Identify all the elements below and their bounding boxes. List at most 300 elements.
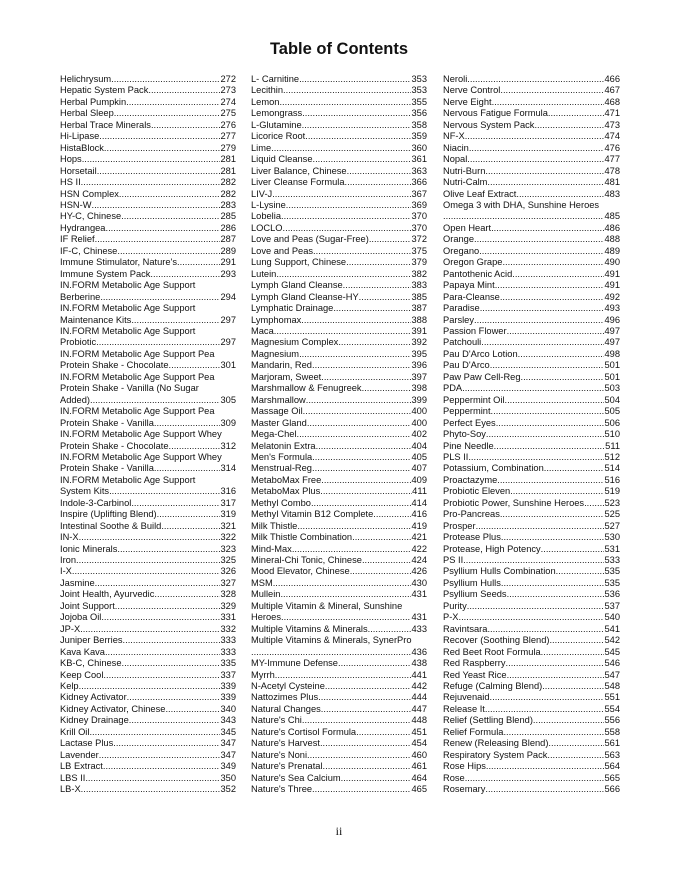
toc-entry-page: 305 [220,394,236,405]
toc-entry[interactable] [443,85,620,96]
toc-entry[interactable] [60,681,236,692]
toc-entry[interactable] [251,418,427,429]
dot-leader [283,223,412,234]
toc-entry[interactable] [60,761,236,772]
toc-entry[interactable] [443,303,620,314]
toc-entry-title: Liver Cleanse Formula [251,177,345,188]
toc-entry[interactable] [60,452,236,475]
toc-entry[interactable] [251,509,427,520]
toc-entry[interactable] [251,234,427,245]
toc-entry-title: Pine Needle [443,440,494,451]
toc-entry[interactable] [251,349,427,360]
toc-entry[interactable] [443,177,620,188]
toc-entry-title: PDA [443,383,463,394]
toc-entry[interactable] [251,143,427,154]
toc-entry[interactable] [251,269,427,280]
toc-entry[interactable] [60,74,236,85]
toc-entry[interactable] [443,670,620,681]
toc-entry[interactable] [60,601,236,612]
toc-entry[interactable] [443,257,620,268]
toc-entry[interactable] [443,189,620,200]
toc-entry[interactable] [443,154,620,165]
dot-leader [114,108,221,119]
toc-entry-page: 400 [411,406,427,417]
dot-leader [542,681,604,692]
toc-entry[interactable] [443,658,620,669]
toc-entry-page: 465 [411,784,427,795]
toc-entry-page: 493 [604,303,620,314]
toc-entry-page: 274 [220,96,236,107]
toc-entry-title: Marshmallow [251,394,306,405]
dot-leader [502,257,604,268]
toc-entry[interactable] [251,372,427,383]
toc-entry[interactable] [60,715,236,726]
toc-entry[interactable] [60,257,236,268]
toc-entry[interactable] [251,189,427,200]
toc-entry[interactable] [443,750,620,761]
toc-entry-page: 547 [604,669,620,680]
toc-entry[interactable] [443,360,620,371]
toc-entry[interactable] [251,131,427,142]
dot-leader [302,715,412,726]
dot-leader [487,177,604,188]
dot-leader [341,773,412,784]
dot-leader [491,406,605,417]
toc-entry[interactable] [251,532,427,543]
toc-entry-title: Nervous System Pack [443,119,535,130]
toc-entry[interactable] [443,727,620,738]
toc-entry[interactable] [60,509,236,520]
toc-entry[interactable] [60,521,236,532]
toc-entry[interactable] [60,624,236,635]
toc-entry-title: Proactazyme [443,474,498,485]
toc-entry[interactable] [60,211,236,222]
toc-entry[interactable] [60,406,236,429]
toc-entry[interactable] [443,143,620,154]
toc-entry[interactable] [60,154,236,165]
toc-entry[interactable] [443,223,620,234]
dot-leader [279,97,411,108]
toc-entry-title-line: IN.FORM Metabolic Age Support [60,325,196,336]
toc-entry[interactable] [251,589,427,600]
toc-entry[interactable] [60,223,236,234]
toc-entry[interactable] [251,246,427,257]
toc-entry[interactable] [443,521,620,532]
toc-entry[interactable] [60,670,236,681]
toc-entry[interactable] [60,532,236,543]
toc-entry[interactable] [251,601,427,624]
dot-leader [297,521,411,532]
toc-entry[interactable] [60,349,236,372]
toc-entry[interactable] [443,486,620,497]
toc-entry[interactable] [251,303,427,314]
toc-entry[interactable] [251,326,427,337]
toc-entry-title: Protein Shake - Vanilla [60,463,154,474]
toc-entry[interactable] [443,418,620,429]
page-number: ii [335,824,343,838]
toc-entry[interactable] [251,280,427,291]
toc-entry[interactable] [60,166,236,177]
toc-entry[interactable] [443,108,620,119]
toc-entry-title: LB-X [60,784,81,795]
toc-entry[interactable] [60,120,236,131]
toc-entry-title: Red Beet Root Formula [443,646,541,657]
toc-entry[interactable] [443,337,620,348]
toc-entry[interactable] [443,246,620,257]
toc-entry-title: Methyl Vitamin B12 Complete [251,509,374,520]
toc-entry-page: 492 [604,291,620,302]
toc-entry-page: 523 [604,497,620,508]
toc-entry-page: 312 [220,440,236,451]
toc-entry[interactable] [60,326,236,349]
toc-entry[interactable] [443,624,620,635]
toc-entry[interactable] [443,395,620,406]
toc-entry-title: Lavender [60,749,99,760]
dot-leader [111,74,220,85]
toc-entry[interactable] [443,383,620,394]
toc-entry[interactable] [251,395,427,406]
toc-entry[interactable] [443,601,620,612]
toc-entry-page: 421 [411,532,427,543]
toc-entry[interactable] [443,761,620,772]
toc-entry[interactable] [251,154,427,165]
toc-entry[interactable] [251,74,427,85]
toc-entry-page: 409 [411,474,427,485]
toc-entry[interactable] [251,452,427,463]
toc-entry-page: 370 [411,222,427,233]
toc-entry[interactable] [443,406,620,417]
toc-entry[interactable] [251,498,427,509]
dot-leader [476,521,605,532]
toc-entry[interactable] [60,85,236,96]
toc-entry[interactable] [60,738,236,749]
toc-entry[interactable] [251,166,427,177]
toc-entry-page: 391 [411,325,427,336]
toc-entry[interactable] [60,589,236,600]
toc-entry-page: 442 [411,681,427,692]
toc-entry[interactable] [251,784,427,795]
toc-entry[interactable] [443,555,620,566]
toc-entry[interactable] [443,200,620,223]
toc-entry[interactable] [60,773,236,784]
toc-entry[interactable] [251,475,427,486]
dot-leader [76,555,220,566]
toc-entry[interactable] [60,578,236,589]
toc-entry[interactable] [251,177,427,188]
toc-entry[interactable] [251,85,427,96]
toc-entry[interactable] [443,532,620,543]
toc-entry[interactable] [60,372,236,406]
dot-leader [121,211,220,222]
dot-leader [306,395,412,406]
toc-entry[interactable] [60,544,236,555]
dot-leader [151,120,221,131]
dot-leader [157,509,221,520]
dot-leader [281,211,412,222]
toc-entry[interactable] [60,246,236,257]
toc-entry[interactable] [60,189,236,200]
toc-entry[interactable] [443,612,620,623]
toc-entry[interactable] [60,475,236,498]
toc-entry[interactable] [60,612,236,623]
toc-entry-title: Master Gland [251,417,307,428]
toc-entry[interactable] [251,211,427,222]
dot-leader [117,246,220,257]
toc-entry-page: 483 [604,188,620,199]
toc-entry[interactable] [251,223,427,234]
toc-entry[interactable] [251,360,427,371]
toc-entry[interactable] [443,566,620,577]
toc-entry[interactable] [60,108,236,119]
toc-entry[interactable] [251,406,427,417]
toc-entry[interactable] [60,97,236,108]
toc-entry[interactable] [60,177,236,188]
dot-leader [497,475,604,486]
toc-entry-page: 400 [411,417,427,428]
toc-entry[interactable] [443,715,620,726]
toc-entry[interactable] [60,131,236,142]
toc-entry[interactable] [60,269,236,280]
toc-entry[interactable] [251,727,427,738]
dot-leader [495,280,605,291]
toc-entry[interactable] [251,292,427,303]
toc-entry[interactable] [443,315,620,326]
toc-entry[interactable] [251,750,427,761]
toc-entry[interactable] [251,566,427,577]
toc-entry-title: Protease Plus [443,532,501,543]
toc-entry[interactable] [443,475,620,486]
toc-entry[interactable] [443,578,620,589]
toc-entry[interactable] [60,200,236,211]
toc-entry-page: 422 [411,543,427,554]
toc-entry[interactable] [251,441,427,452]
toc-entry-page: 414 [411,497,427,508]
toc-entry-page: 466 [604,74,620,84]
toc-entry-title: Parsley [443,314,475,325]
dot-leader [313,154,412,165]
toc-entry[interactable] [443,738,620,749]
toc-entry[interactable] [443,372,620,383]
toc-entry[interactable] [443,463,620,474]
toc-entry[interactable] [443,131,620,142]
toc-entry-page: 535 [604,566,620,577]
toc-entry-title: Paw Paw Cell-Reg [443,371,521,382]
toc-entry[interactable] [251,521,427,532]
toc-entry[interactable] [251,200,427,211]
toc-entry-title: Hi-Lipase [60,131,100,142]
toc-entry[interactable] [443,326,620,337]
toc-entry[interactable] [443,681,620,692]
dot-leader [96,337,220,348]
toc-entry[interactable] [443,166,620,177]
toc-entry[interactable] [443,773,620,784]
toc-entry[interactable] [443,441,620,452]
dot-leader [549,635,604,646]
toc-entry[interactable] [60,784,236,795]
dot-leader [359,292,412,303]
toc-entry[interactable] [60,727,236,738]
dot-leader [350,566,412,577]
toc-entry[interactable] [251,383,427,394]
dot-leader [548,738,604,749]
toc-entry[interactable] [443,784,620,795]
toc-entry-title: IF Relief [60,234,95,245]
toc-entry[interactable] [251,97,427,108]
toc-entry[interactable] [251,715,427,726]
toc-entry[interactable] [251,337,427,348]
toc-entry[interactable] [251,120,427,131]
toc-entry-title: Purity [443,600,467,611]
toc-entry-page: 275 [220,108,236,119]
toc-entry-page: 289 [220,245,236,256]
toc-entry-title: Berberine [60,291,101,302]
toc-entry[interactable] [443,635,620,646]
toc-entry-title: N-Acetyl Cysteine [251,681,325,692]
dot-leader [584,498,604,509]
toc-entry-page: 276 [220,119,236,130]
toc-entry[interactable] [60,658,236,669]
toc-entry[interactable] [251,738,427,749]
toc-entry[interactable] [251,108,427,119]
toc-entry[interactable] [60,692,236,703]
toc-entry-title: Menstrual-Reg [251,463,312,474]
toc-entry[interactable] [60,234,236,245]
toc-entry-page: 361 [411,154,427,165]
toc-entry[interactable] [443,692,620,703]
toc-entry[interactable] [251,257,427,268]
toc-entry[interactable] [251,681,427,692]
toc-entry[interactable] [251,704,427,715]
dot-leader [541,544,605,555]
toc-entry-page: 333 [220,635,236,646]
toc-entry[interactable] [443,349,620,360]
toc-entry[interactable] [251,429,427,440]
toc-entry-title: Relief (Settling Blend) [443,715,533,726]
toc-entry-page: 287 [220,234,236,245]
toc-entry[interactable] [443,234,620,245]
toc-entry-page: 433 [411,623,427,634]
toc-entry[interactable] [60,647,236,658]
dot-leader [500,509,605,520]
toc-entry[interactable] [60,566,236,577]
toc-entry[interactable] [60,303,236,326]
toc-entry[interactable] [251,692,427,703]
toc-entry[interactable] [443,544,620,555]
toc-entry[interactable] [60,750,236,761]
toc-entry[interactable] [443,452,620,463]
toc-entry-page: 332 [220,623,236,634]
toc-entry[interactable] [443,704,620,715]
toc-entry[interactable] [443,74,620,85]
toc-entry[interactable] [60,555,236,566]
toc-entry-title: Ravintsara [443,623,488,634]
toc-entry[interactable] [443,429,620,440]
toc-entry-page: 282 [220,177,236,188]
toc-entry-title: Marjoram, Sweet [251,371,322,382]
toc-entry[interactable] [443,120,620,131]
toc-entry[interactable] [251,624,427,635]
toc-entry[interactable] [443,292,620,303]
toc-entry-page: 285 [220,211,236,222]
toc-entry[interactable] [60,635,236,646]
toc-entry[interactable] [443,589,620,600]
dot-leader [325,681,412,692]
toc-entry[interactable] [60,429,236,452]
toc-entry-page: 392 [411,337,427,348]
toc-entry[interactable] [443,509,620,520]
toc-entry[interactable] [251,486,427,497]
toc-entry-page: 347 [220,738,236,749]
toc-entry-title: Natural Changes [251,703,321,714]
dot-leader [154,589,220,600]
toc-entry-page: 359 [411,131,427,142]
dot-leader [321,704,412,715]
dot-leader [115,601,221,612]
toc-entry-title: Pau D'Arco Lotion [443,348,518,359]
toc-entry[interactable] [60,498,236,509]
toc-entry[interactable] [443,498,620,509]
toc-entry-title: Protein Shake - Vanilla [60,417,154,428]
toc-entry[interactable] [251,463,427,474]
toc-entry-title: Patchouli [443,337,482,348]
toc-entry[interactable] [251,555,427,566]
toc-entry-page: 503 [604,383,620,394]
dot-leader [323,761,412,772]
dot-leader [507,589,605,600]
dot-leader [501,532,605,543]
toc-entry-page: 516 [604,474,620,485]
toc-entry-page: 497 [604,325,620,336]
toc-entry[interactable] [251,544,427,555]
toc-entry-title: Lymphomax [251,314,302,325]
dot-leader [463,555,604,566]
toc-entry-title: Massage Oil [251,406,303,417]
toc-entry-title: Hops [60,154,82,165]
toc-entry-page: 328 [220,589,236,600]
toc-entry[interactable] [443,647,620,658]
dot-leader [148,85,220,96]
toc-entry-page: 319 [220,509,236,520]
toc-entry-page: 387 [411,303,427,314]
toc-entry-page: 337 [220,669,236,680]
toc-entry[interactable] [60,704,236,715]
toc-entry-title-line: IN.FORM Metabolic Age Support Whey [60,451,222,462]
toc-entry-page: 541 [604,623,620,634]
toc-entry-page: 322 [220,532,236,543]
toc-entry-page: 514 [604,463,620,474]
toc-entry-title: Nerve Control [443,85,501,96]
toc-entry-page: 395 [411,348,427,359]
toc-entry[interactable] [251,635,427,658]
dot-leader [316,441,412,452]
toc-entry[interactable] [443,269,620,280]
toc-entry[interactable] [251,315,427,326]
toc-entry[interactable] [60,143,236,154]
dot-leader [480,303,605,314]
toc-entry[interactable] [251,578,427,589]
toc-entry[interactable] [251,670,427,681]
toc-entry[interactable] [251,761,427,772]
dot-leader [547,750,604,761]
toc-entry-title: LB Extract [60,761,103,772]
toc-entry[interactable] [251,658,427,669]
toc-entry[interactable] [251,773,427,784]
toc-entry[interactable] [443,97,620,108]
toc-entry[interactable] [443,280,620,291]
dot-leader [500,292,605,303]
toc-entry[interactable] [60,280,236,303]
toc-entry-title: Milk Thistle Combination [251,532,353,543]
